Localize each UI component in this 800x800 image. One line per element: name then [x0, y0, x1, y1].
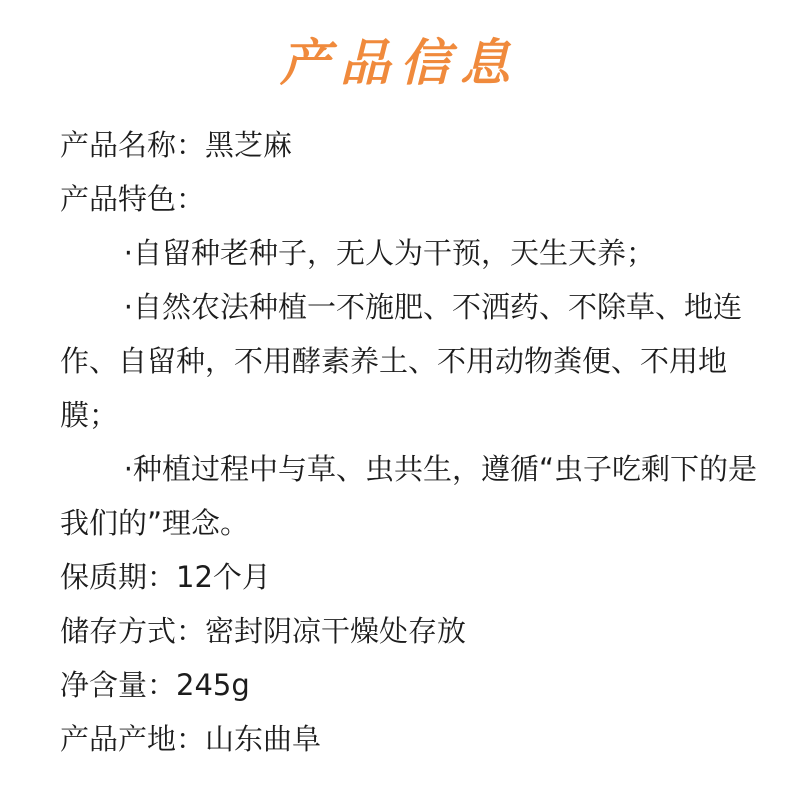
origin-line: 产品产地：山东曲阜 — [60, 722, 322, 756]
feature-item-1: ·自留种老种子，无人为干预，天生天养； — [123, 236, 656, 270]
product-name-line: 产品名称：黑芝麻 — [60, 128, 293, 162]
feature-item-3: ·种植过程中与草、虫共生，遵循“虫子吃剩下的是我们的”理念。 — [60, 452, 758, 540]
storage-method-line: 储存方式：密封阴凉干燥处存放 — [60, 614, 467, 648]
feature-item-2: ·自然农法种植一不施肥、不洒药、不除草、地连作、自留种，不用酵素养土、不用动物粪便、不用地膜； — [60, 290, 743, 432]
product-info-section — [60, 118, 765, 766]
product-features-label: 产品特色： — [60, 182, 206, 216]
shelf-life-line: 保质期：12个月 — [60, 560, 271, 594]
page-title: 产品信息 — [280, 34, 520, 92]
net-weight-line: 净含量：245g — [60, 668, 250, 702]
